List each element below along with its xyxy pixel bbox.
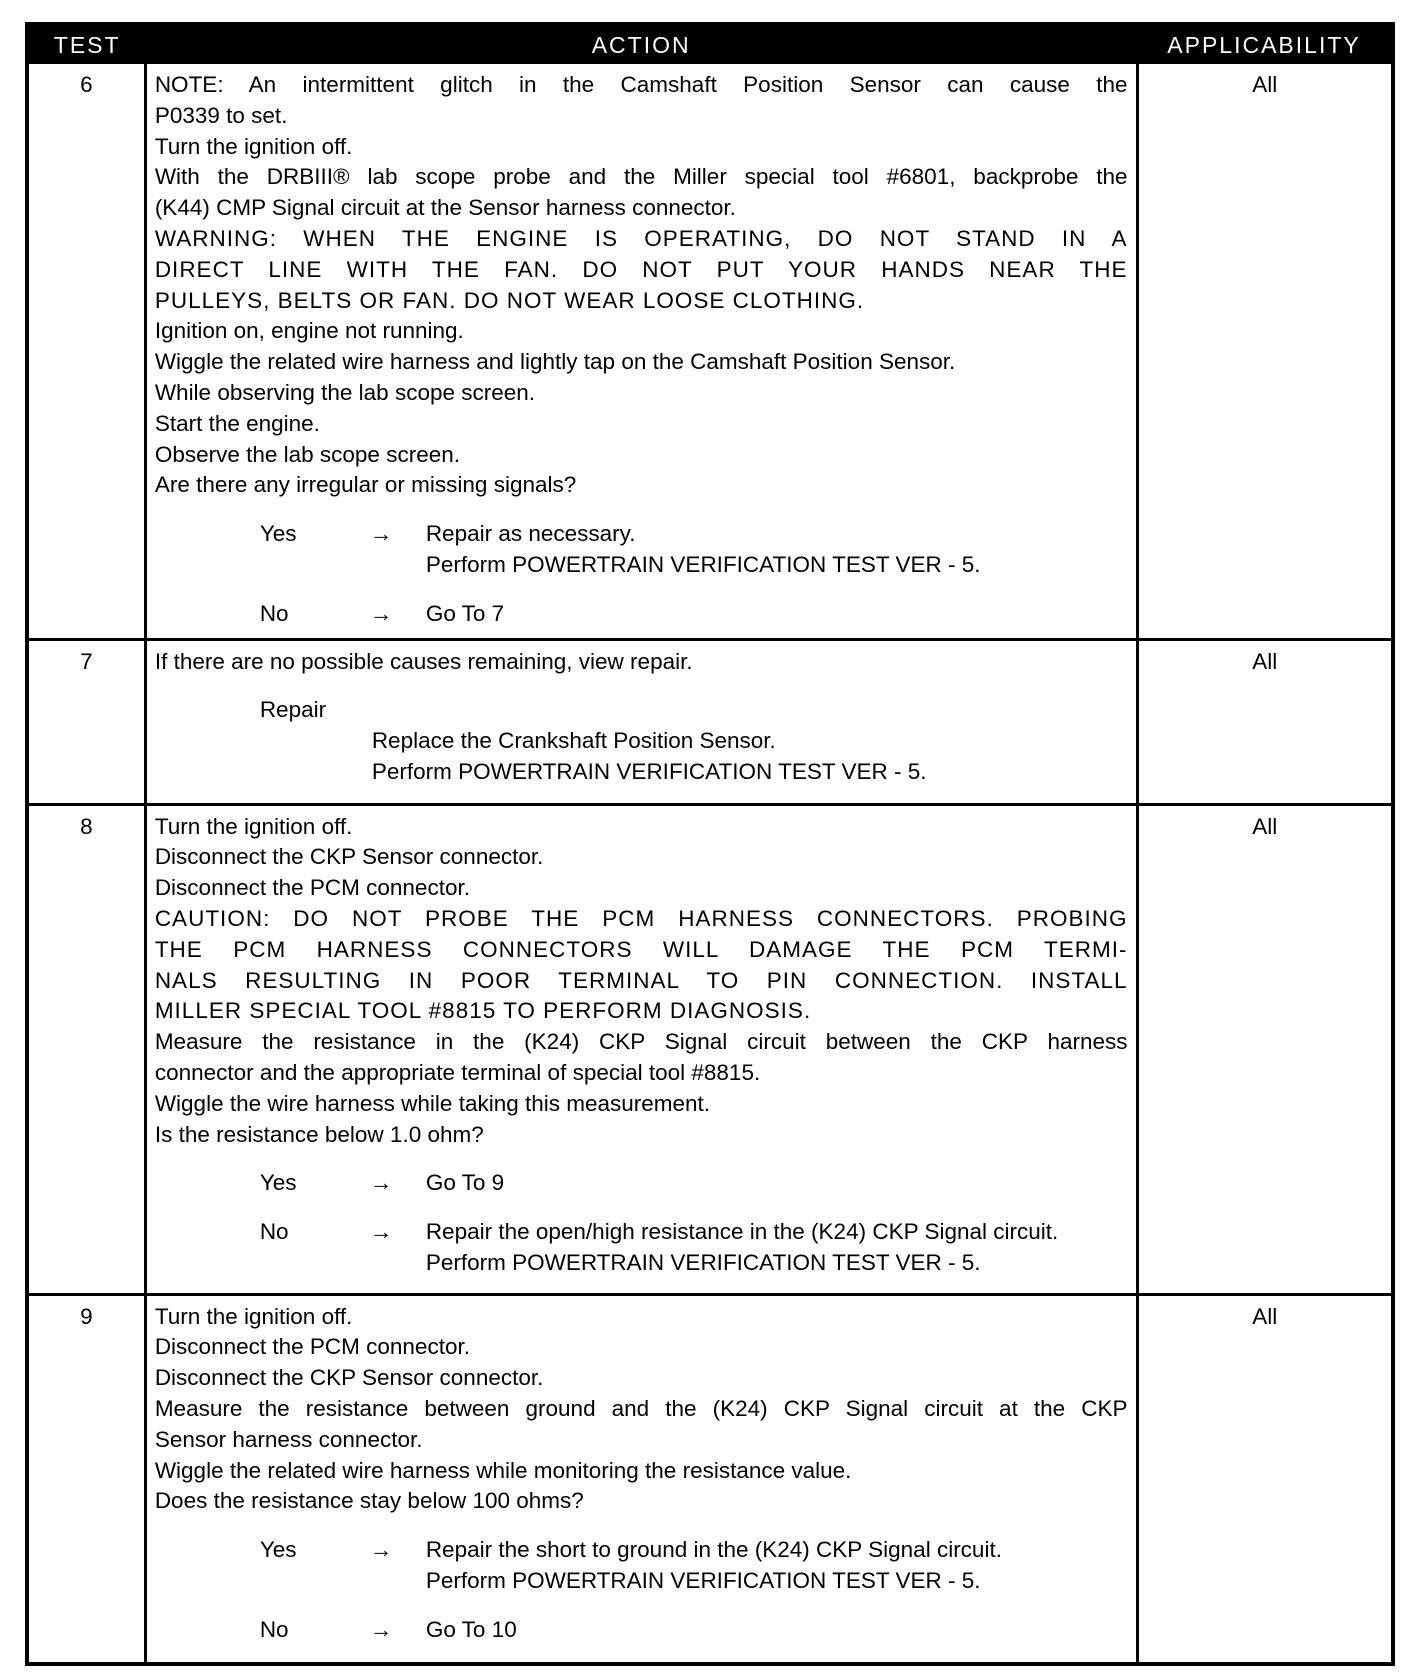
arrow-icon: → bbox=[369, 600, 393, 626]
arrow-icon: → bbox=[369, 1616, 393, 1642]
action-line: P0339 to set. bbox=[154, 102, 288, 128]
result-yes bbox=[155, 1535, 1128, 1597]
result-line: Perform POWERTRAIN VERIFICATION TEST VER - 5. bbox=[425, 1567, 981, 1593]
table-header-row bbox=[27, 24, 1393, 64]
test-applicability: All bbox=[1137, 639, 1393, 804]
action-line: Turn the ignition off. bbox=[154, 813, 353, 839]
test-row-8 bbox=[27, 804, 1393, 1294]
repair-label: Repair bbox=[259, 697, 327, 723]
header-test: TEST bbox=[27, 24, 145, 64]
result-body bbox=[426, 1217, 1128, 1279]
header-action: ACTION bbox=[145, 24, 1137, 64]
result-body bbox=[426, 1615, 1128, 1646]
action-line: Start the engine. bbox=[154, 410, 320, 436]
result-label: Yes bbox=[259, 1170, 297, 1196]
question-line: Does the resistance stay below 100 ohms? bbox=[154, 1488, 584, 1514]
arrow-icon: → bbox=[369, 1170, 393, 1196]
result-yes bbox=[155, 519, 1128, 581]
test-row-6 bbox=[27, 64, 1393, 639]
result-no bbox=[155, 1217, 1128, 1279]
result-line: Perform POWERTRAIN VERIFICATION TEST VER - 5. bbox=[425, 1249, 981, 1275]
result-label: Yes bbox=[259, 1537, 297, 1563]
action-line: Wiggle the wire harness while taking this measurement. bbox=[154, 1090, 711, 1116]
action-line: With the DRBIII® lab scope probe and the Miller special tool #6801, backprobe the bbox=[154, 164, 1128, 190]
action-line: Disconnect the PCM connector. bbox=[154, 1334, 470, 1360]
test-applicability: All bbox=[1137, 804, 1393, 1294]
test-action bbox=[145, 1294, 1137, 1664]
result-line: Repair as necessary. bbox=[425, 521, 636, 547]
result-line: Repair the open/high resistance in the (K24) CKP Signal circuit. bbox=[425, 1219, 1059, 1245]
result-line: Repair the short to ground in the (K24) CKP Signal circuit. bbox=[425, 1537, 1002, 1563]
caution-line: MILLER SPECIAL TOOL #8815 TO PERFORM DIAGNOSIS. bbox=[154, 998, 812, 1024]
action-line: (K44) CMP Signal circuit at the Sensor harness connector. bbox=[154, 195, 736, 221]
question-line: Are there any irregular or missing signals? bbox=[154, 472, 577, 498]
action-line: Disconnect the CKP Sensor connector. bbox=[154, 844, 544, 870]
diagnostic-test-table bbox=[25, 22, 1395, 1666]
result-label: No bbox=[259, 1219, 289, 1245]
result-no bbox=[155, 1615, 1128, 1646]
test-number: 9 bbox=[27, 1294, 145, 1664]
test-applicability: All bbox=[1137, 64, 1393, 639]
result-body bbox=[426, 1535, 1128, 1597]
action-line: Disconnect the PCM connector. bbox=[154, 875, 470, 901]
test-row-7 bbox=[27, 639, 1393, 804]
action-line: Disconnect the CKP Sensor connector. bbox=[154, 1365, 544, 1391]
result-line: Go To 7 bbox=[425, 600, 505, 626]
action-line: Observe the lab scope screen. bbox=[154, 441, 460, 467]
test-action bbox=[145, 804, 1137, 1294]
result-line: Go To 9 bbox=[425, 1170, 505, 1196]
arrow-icon: → bbox=[369, 1219, 393, 1245]
test-applicability: All bbox=[1137, 1294, 1393, 1664]
result-label: No bbox=[259, 600, 289, 626]
action-line: Wiggle the related wire harness and lightly tap on the Camshaft Position Sensor. bbox=[154, 349, 956, 375]
action-line: Ignition on, engine not running. bbox=[154, 318, 464, 344]
action-line: While observing the lab scope screen. bbox=[154, 379, 536, 405]
action-line: If there are no possible causes remaining, view repair. bbox=[154, 648, 693, 674]
repair-line: Perform POWERTRAIN VERIFICATION TEST VER - 5. bbox=[371, 758, 927, 784]
action-line: Sensor harness connector. bbox=[154, 1426, 423, 1452]
action-line: Measure the resistance between ground and the (K24) CKP Signal circuit at the CKP bbox=[154, 1395, 1128, 1421]
arrow-icon: → bbox=[369, 521, 393, 547]
caution-line: NALS RESULTING IN POOR TERMINAL TO PIN CONNECTION. INSTALL bbox=[154, 967, 1128, 993]
action-line: Turn the ignition off. bbox=[154, 1303, 353, 1329]
result-body bbox=[426, 1168, 1128, 1199]
result-label: No bbox=[259, 1616, 289, 1642]
warning-line: WARNING: WHEN THE ENGINE IS OPERATING, DO NOT STAND IN A bbox=[154, 225, 1128, 251]
action-line: Turn the ignition off. bbox=[154, 133, 353, 159]
caution-line: THE PCM HARNESS CONNECTORS WILL DAMAGE THE PCM TERMI- bbox=[154, 936, 1128, 962]
warning-line: PULLEYS, BELTS OR FAN. DO NOT WEAR LOOSE CLOTHING. bbox=[154, 287, 865, 313]
question-line: Is the resistance below 1.0 ohm? bbox=[154, 1121, 484, 1147]
test-number: 7 bbox=[27, 639, 145, 804]
test-action bbox=[145, 64, 1137, 639]
test-action bbox=[145, 639, 1137, 804]
repair-line: Replace the Crankshaft Position Sensor. bbox=[371, 728, 776, 754]
result-no bbox=[155, 599, 1128, 630]
warning-line: DIRECT LINE WITH THE FAN. DO NOT PUT YOUR HANDS NEAR THE bbox=[154, 256, 1128, 282]
action-line: Measure the resistance in the (K24) CKP Signal circuit between the CKP harness bbox=[154, 1029, 1128, 1055]
result-label: Yes bbox=[259, 521, 297, 547]
action-line: connector and the appropriate terminal of special tool #8815. bbox=[154, 1059, 761, 1085]
result-line: Perform POWERTRAIN VERIFICATION TEST VER - 5. bbox=[425, 551, 981, 577]
test-number: 6 bbox=[27, 64, 145, 639]
header-applicability: APPLICABILITY bbox=[1137, 24, 1393, 64]
result-yes bbox=[155, 1168, 1128, 1199]
result-line: Go To 10 bbox=[425, 1616, 517, 1642]
action-line: Wiggle the related wire harness while monitoring the resistance value. bbox=[154, 1457, 852, 1483]
test-row-9 bbox=[27, 1294, 1393, 1664]
note-line: NOTE: An intermittent glitch in the Camshaft Position Sensor can cause the bbox=[154, 72, 1128, 97]
arrow-icon: → bbox=[369, 1537, 393, 1563]
result-body bbox=[426, 519, 1128, 581]
result-body bbox=[426, 599, 1128, 630]
test-number: 8 bbox=[27, 804, 145, 1294]
caution-line: CAUTION: DO NOT PROBE THE PCM HARNESS CONNECTORS. PROBING bbox=[154, 905, 1128, 931]
